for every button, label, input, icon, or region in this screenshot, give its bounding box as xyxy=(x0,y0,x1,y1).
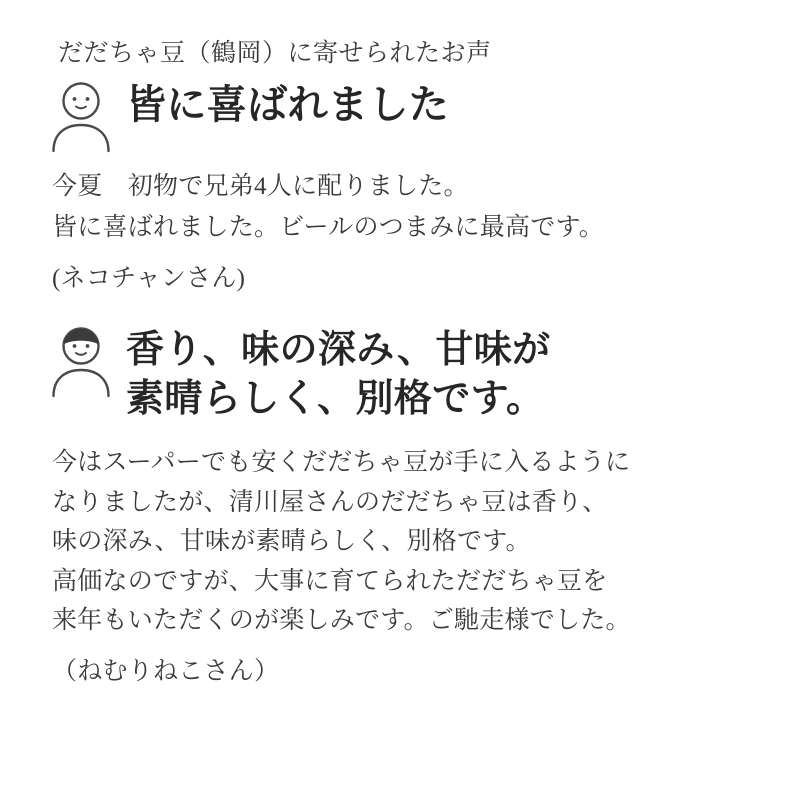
review-headline-line: 香り、味の深み、甘味が xyxy=(126,329,551,371)
review-headline-line: 素晴らしく、別格です。 xyxy=(126,377,545,420)
review-body xyxy=(52,443,750,641)
page-lead-text: だだちゃ豆（鶴岡）に寄せられたお声 xyxy=(58,40,492,67)
review-body-line: 来年もいただくのが楽しみです。ご馳走様でした。 xyxy=(52,607,631,635)
review-item xyxy=(50,77,750,294)
review-headline xyxy=(126,322,550,423)
review-body-line: 味の深み、甘味が素晴らしく、別格です。 xyxy=(52,528,531,556)
review-body-line: なりましたが、清川屋さんのだだちゃ豆は香り、 xyxy=(52,488,608,516)
review-body-line: 今夏 初物で兄弟4人に配りました。 xyxy=(52,173,469,200)
review-signature: (ネコチャンさん) xyxy=(52,265,246,292)
review-signature: （ねむりねこさん） xyxy=(52,657,280,685)
review-body-line: 高価なのですが、大事に育てられただだちゃ豆を xyxy=(52,567,608,595)
person-icon xyxy=(50,81,112,153)
person-dark-hair-icon xyxy=(50,326,112,398)
review-headline-line: 皆に喜ばれました xyxy=(126,82,450,127)
review-headline xyxy=(126,77,449,130)
review-header xyxy=(50,322,750,423)
review-item xyxy=(50,322,750,687)
review-header xyxy=(50,77,750,153)
review-body-line: 皆に喜ばれました。ビールのつまみに最高です。 xyxy=(52,213,605,241)
review-body-line: 今はスーパーでも安くだだちゃ豆が手に入るように xyxy=(52,449,631,477)
review-body xyxy=(52,167,750,248)
